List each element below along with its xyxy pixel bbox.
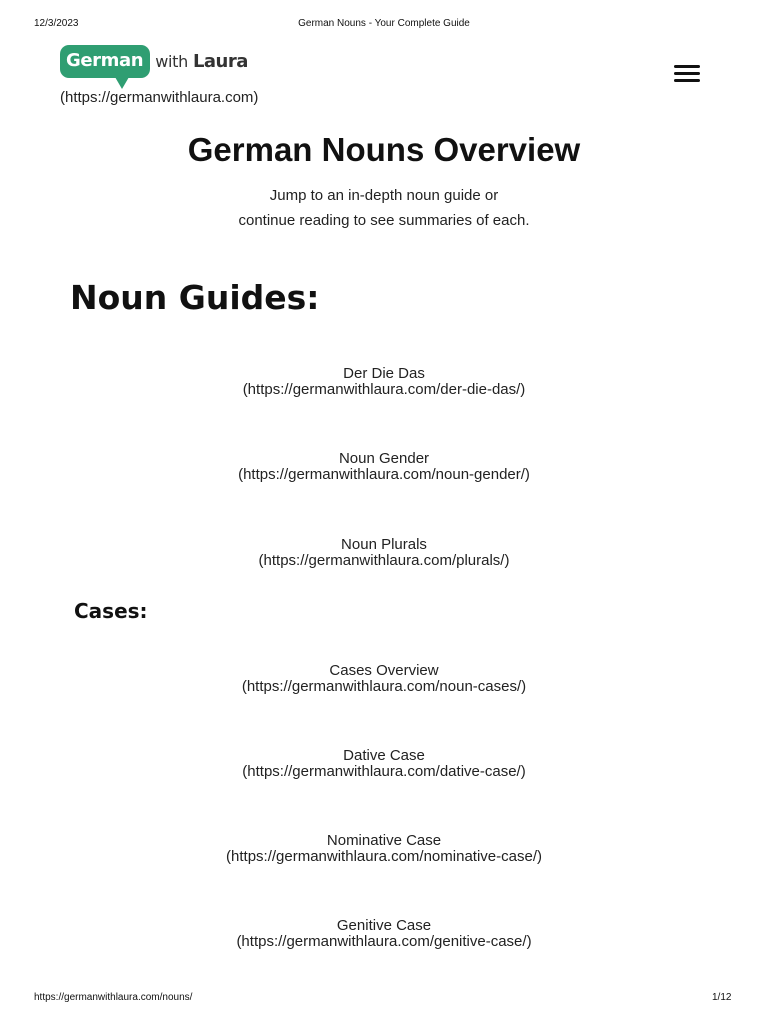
case-link-dative-case[interactable] — [0, 748, 768, 780]
case-link-label: Cases Overview — [329, 662, 439, 679]
case-link-label: Genitive Case — [336, 917, 432, 934]
logo-laura: Laura — [192, 51, 248, 72]
menu-bar-top — [674, 65, 700, 68]
case-link-nominative-case[interactable] — [0, 833, 768, 865]
print-title: German Nouns - Your Complete Guide — [298, 18, 470, 29]
print-header — [0, 18, 768, 32]
print-footer-url: https://germanwithlaura.com/nouns/ — [34, 992, 193, 1003]
logo-url[interactable]: (https://germanwithlaura.com) — [60, 89, 259, 106]
menu-bar-bottom — [674, 79, 700, 82]
guide-link-url: (https://germanwithlaura.com/noun-gender/) — [238, 466, 530, 483]
print-page-number: 1/12 — [712, 992, 732, 1003]
case-link-url: (https://germanwithlaura.com/genitive-case/) — [236, 933, 532, 950]
guide-link-noun-plurals[interactable] — [0, 537, 768, 569]
menu-bar-middle — [674, 72, 700, 75]
print-footer — [0, 992, 768, 1006]
print-date: 12/3/2023 — [34, 18, 79, 29]
logo-with: with — [155, 52, 188, 71]
guide-link-label: Noun Plurals — [341, 536, 427, 553]
guide-link-label: Noun Gender — [338, 450, 430, 467]
cases-heading: Cases: — [74, 599, 148, 623]
case-link-cases-overview[interactable] — [0, 663, 768, 695]
guide-link-url: (https://germanwithlaura.com/plurals/) — [258, 552, 510, 569]
site-logo[interactable] — [60, 45, 248, 89]
guide-link-noun-gender[interactable] — [0, 451, 768, 483]
hamburger-menu-icon[interactable] — [674, 65, 700, 83]
guide-link-der-die-das[interactable] — [0, 366, 768, 398]
case-link-label: Nominative Case — [326, 832, 442, 849]
case-link-label: Dative Case — [343, 747, 425, 764]
logo-german: German — [60, 45, 150, 78]
noun-guides-heading: Noun Guides: — [70, 278, 320, 317]
intro-line-2: continue reading to see summaries of each. — [238, 212, 530, 229]
intro-text — [0, 183, 768, 233]
intro-line-1: Jump to an in-depth noun guide or — [269, 187, 499, 204]
case-link-url: (https://germanwithlaura.com/noun-cases/) — [241, 678, 527, 695]
case-link-url: (https://germanwithlaura.com/nominative-case/) — [226, 848, 542, 865]
guide-link-label: Der Die Das — [343, 365, 425, 382]
page-title: German Nouns Overview — [187, 131, 581, 168]
case-link-genitive-case[interactable] — [0, 918, 768, 950]
case-link-url: (https://germanwithlaura.com/dative-case/) — [242, 763, 526, 780]
guide-link-url: (https://germanwithlaura.com/der-die-das/) — [242, 381, 526, 398]
